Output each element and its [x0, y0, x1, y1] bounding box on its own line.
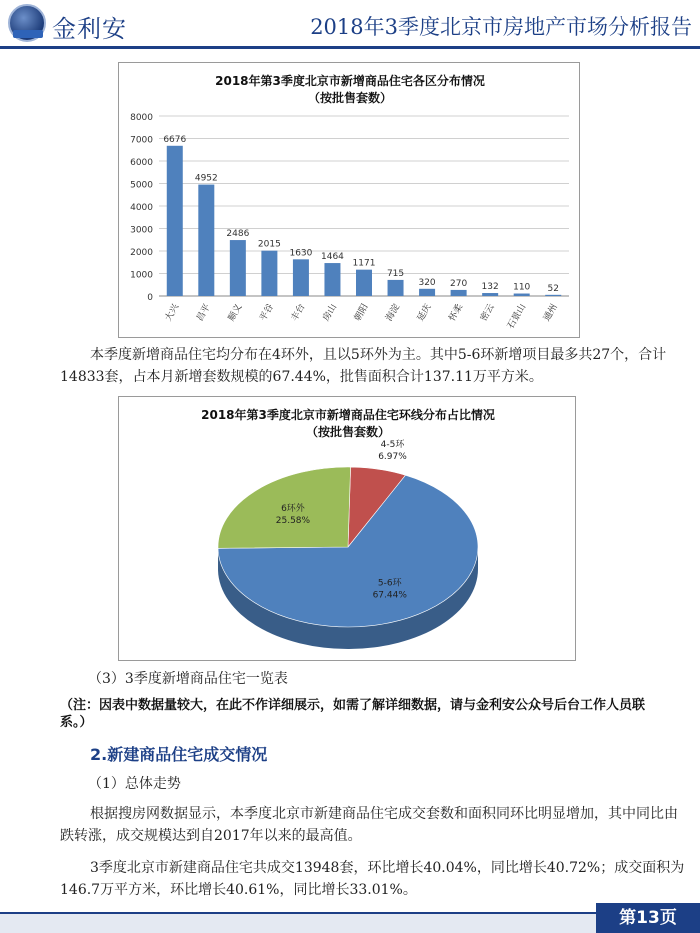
y-tick-label: 7000	[130, 135, 153, 146]
y-tick-label: 8000	[130, 113, 153, 123]
pie-label: 5-6环	[377, 578, 402, 589]
bar-海淀	[388, 280, 404, 296]
bar-value-label: 270	[450, 278, 468, 289]
table-caption: （3）3季度新增商品住宅一览表	[88, 671, 288, 687]
pie-label: 6环外	[281, 504, 305, 515]
bar-朝阳	[356, 270, 372, 296]
bar-chart-svg	[119, 63, 581, 339]
header-divider	[0, 46, 700, 49]
x-tick-label: 顺义	[226, 302, 245, 324]
x-tick-label: 大兴	[163, 302, 182, 324]
bar-value-label: 52	[547, 283, 559, 294]
y-tick-label: 6000	[130, 158, 153, 168]
x-tick-label: 平谷	[258, 302, 276, 324]
bar-昌平	[198, 185, 214, 296]
page-number: 第13页	[596, 903, 700, 933]
pie-percent-label: 25.58%	[275, 516, 311, 527]
bar-value-label: 1464	[321, 252, 344, 263]
district-bar-chart	[118, 62, 580, 338]
bar-chart-subtitle: （按批售套数）	[307, 91, 393, 105]
page-header	[0, 0, 700, 46]
x-tick-label: 海淀	[384, 302, 403, 324]
y-tick-label: 2000	[130, 248, 153, 258]
ring-pie-chart	[118, 396, 576, 661]
x-tick-label: 房山	[321, 302, 340, 324]
bar-延庆	[419, 289, 435, 296]
paragraph-ring-distribution: 本季度新增商品住宅均分布在4环外，且以5环外为主。其中5-6环新增项目最多共27个，合计14833套，占本月新增套数规模的67.44%，批售面积合计137.11万平方米。	[60, 347, 667, 385]
x-tick-label: 丰台	[289, 302, 308, 324]
section-heading: 2.新建商品住宅成交情况	[90, 745, 268, 764]
x-tick-label: 怀柔	[447, 302, 466, 324]
paragraph-trend: 根据搜房网数据显示，本季度北京市新建商品住宅成交套数和面积同环比明显增加，其中同比由跌转涨，成交规模达到自2017年以来的最高值。	[60, 806, 678, 844]
x-tick-label: 朝阳	[352, 302, 371, 324]
report-title: 2018年3季度北京市房地产市场分析报告	[310, 15, 692, 39]
bar-石景山	[514, 294, 530, 296]
footer-bar	[0, 914, 700, 933]
bar-平谷	[261, 251, 277, 296]
bar-丰台	[293, 259, 309, 296]
pie-label: 4-5环	[380, 440, 405, 450]
pie-chart-subtitle: （按批售套数）	[305, 425, 391, 439]
bar-value-label: 1630	[289, 248, 313, 259]
subsection-heading: （1）总体走势	[88, 776, 181, 792]
x-tick-label: 延庆	[416, 302, 434, 324]
x-tick-label: 密云	[479, 302, 497, 324]
brand-name: 金利安	[52, 15, 127, 43]
bar-value-label: 110	[513, 282, 531, 293]
bar-value-label: 4952	[194, 173, 218, 184]
bar-value-label: 320	[418, 277, 436, 288]
bar-value-label: 6676	[163, 134, 187, 145]
bar-chart-title: 2018年第3季度北京市新增商品住宅各区分布情况	[215, 74, 485, 88]
pie-chart-title: 2018年第3季度北京市新增商品住宅环线分布占比情况	[201, 408, 495, 422]
y-tick-label: 3000	[130, 225, 153, 236]
x-tick-label: 通州	[542, 302, 560, 324]
bar-value-label: 715	[386, 268, 405, 279]
bar-怀柔	[451, 290, 467, 296]
paragraph-transactions: 3季度北京市新建商品住宅共成交13948套，环比增长40.04%，同比增长40.72%；成交面积为146.7万平方米，环比增长40.61%，同比增长33.01%。	[60, 860, 685, 898]
bar-value-label: 132	[481, 282, 499, 293]
bar-通州	[545, 295, 561, 296]
pie-chart-svg	[119, 397, 577, 662]
y-tick-label: 4000	[130, 203, 153, 213]
bar-密云	[482, 293, 498, 296]
y-tick-label: 1000	[130, 270, 153, 281]
x-tick-label: 石景山	[506, 302, 529, 331]
x-tick-label: 昌平	[195, 302, 213, 324]
bar-value-label: 2486	[226, 229, 250, 240]
company-logo	[8, 4, 46, 42]
bar-value-label: 2015	[257, 239, 281, 250]
pie-percent-label: 6.97%	[378, 452, 407, 462]
note-text: （注：因表中数据量较大，在此不作详细展示，如需了解详细数据，请与金利安公众号后台工作人员联系。）	[60, 698, 646, 730]
y-tick-label: 0	[147, 293, 153, 303]
pie-percent-label: 67.44%	[372, 590, 407, 601]
y-tick-label: 5000	[130, 180, 153, 191]
bar-顺义	[230, 240, 246, 296]
bar-value-label: 1171	[352, 258, 376, 269]
bar-大兴	[167, 146, 183, 296]
bar-房山	[324, 263, 340, 296]
